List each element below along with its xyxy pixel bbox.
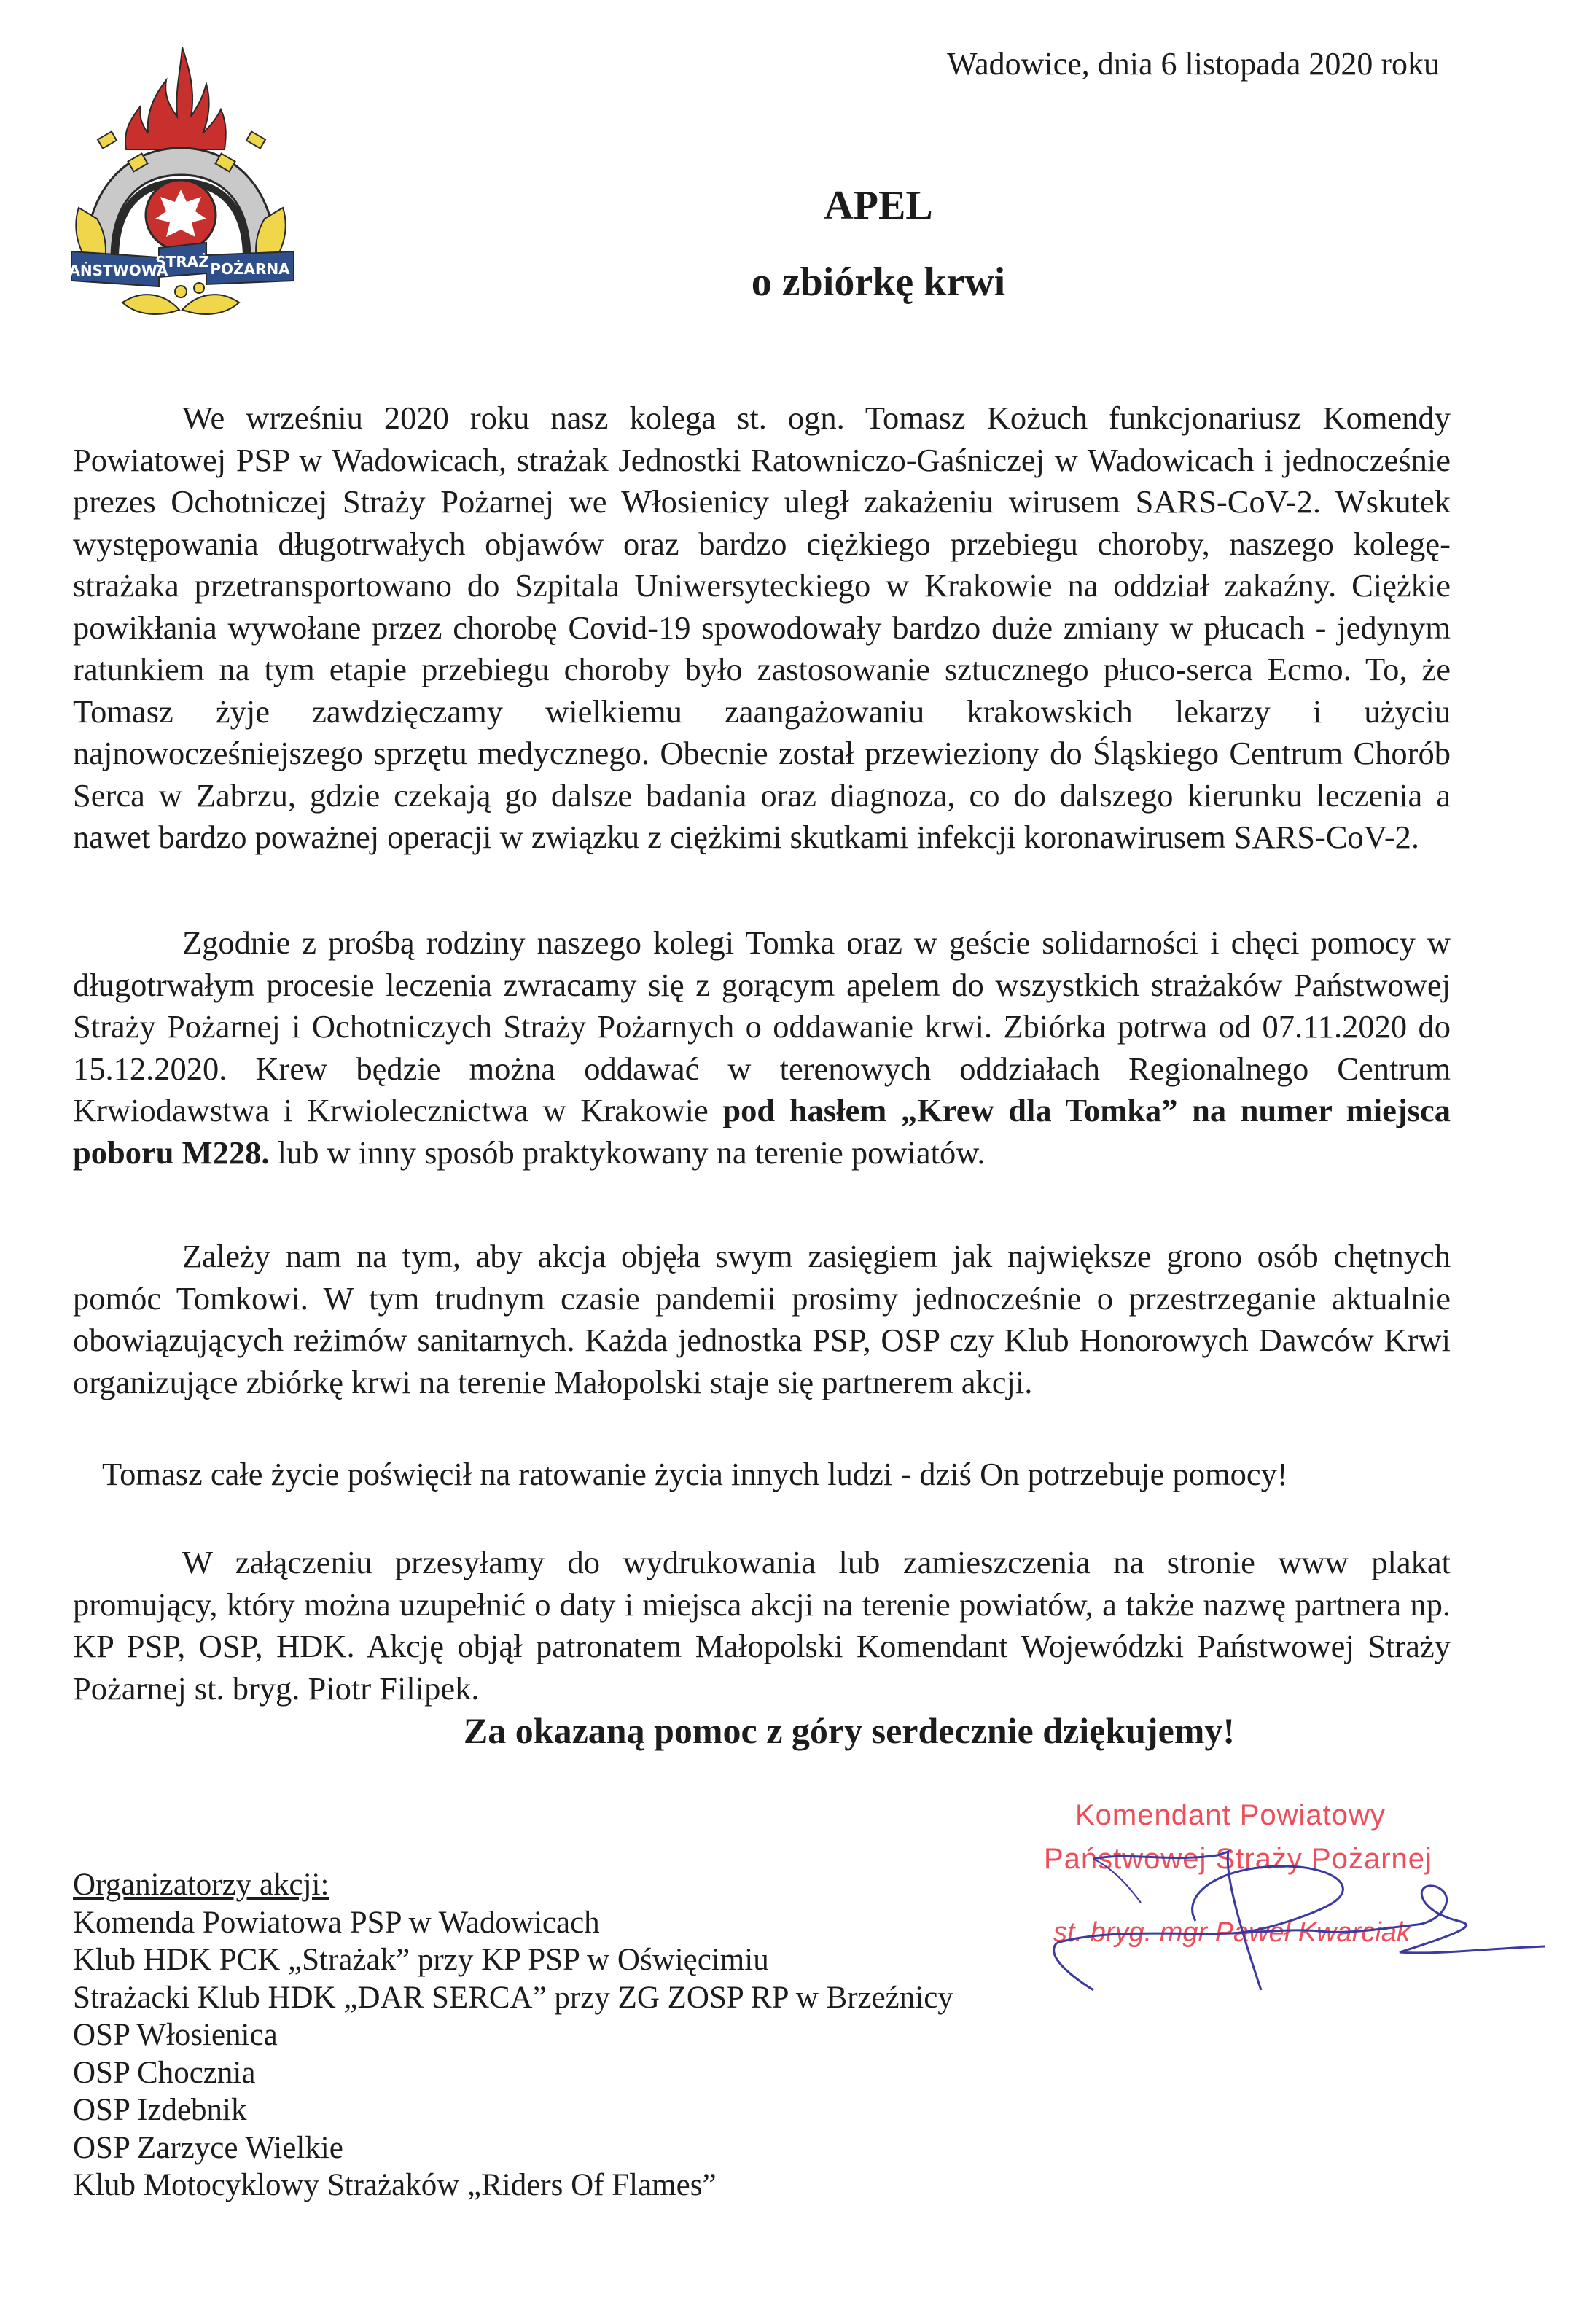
document-title: APEL [824, 183, 933, 228]
stamp-line-2: Państwowej Straży Pożarnej [1044, 1843, 1432, 1875]
paragraph-2-text [73, 922, 1451, 1174]
organizer-item: Klub Motocyklowy Strażaków „Riders Of Flames” [73, 2168, 717, 2202]
paragraph-3 [73, 1236, 1451, 1403]
organizer-item: OSP Izdebnik [73, 2093, 247, 2127]
organizer-item: Strażacki Klub HDK „DAR SERCA” przy ZG ZOSP RP w Brzeźnicy [73, 1980, 953, 2015]
organizer-item: Klub HDK PCK „Strażak” przy KP PSP w Oświęcimiu [73, 1943, 769, 1977]
paragraph-5-text: W załączeniu przesyłamy do wydrukowania lub zamieszczenia na stronie www plakat promujący, który można uzupełnić o daty i miejsca akcji na terenie powiatów, a także nazwę partnera np. KP PSP, OSP, HDK. Akcję objął patronatem Małopolski Komendant Wojewódzki Państwowej Straży Pożarnej st. bryg. Piotr Filipek. [73, 1544, 1451, 1707]
handwritten-signature-icon [1021, 1779, 1545, 1997]
logo-banner-left: PAŃSTWOWA [59, 262, 168, 279]
signature-stamp [1021, 1779, 1545, 1997]
paragraph-3-text: Zależy nam na tym, aby akcja objęła swym zasięgiem jak największe grono osób chętnych pomóc Tomkowi. W tym trudnym czasie pandemii prosimy jednocześnie o przestrzeganie aktualnie obowiązujących reżimów sanitarnych. Każda jednostka PSP, OSP czy Klub Honorowych Dawców Krwi organizujące zbiórkę krwi na terenie Małopolski staje się partnerem akcji. [73, 1238, 1451, 1400]
paragraph-1 [73, 397, 1451, 859]
organizer-item: OSP Zarzyce Wielkie [73, 2130, 343, 2165]
document-subtitle: o zbiórkę krwi [751, 260, 1006, 305]
stamp-line-3: st. bryg. mgr Paweł Kwarciak [1053, 1917, 1411, 1948]
logo-banner-center: STRAŻ [155, 253, 209, 270]
organizers-section [73, 1866, 953, 2204]
blood-drive-slogan: pod hasłem „Krew dla Tomka” na numer miejsca poboru M228. [73, 1092, 1451, 1171]
organizer-item: OSP Chocznia [73, 2055, 256, 2090]
stamp-line-1: Komendant Powiatowy [1075, 1799, 1386, 1831]
paragraph-2-part1: Zgodnie z prośbą rodziny naszego kolegi Tomka oraz w geście solidarności i chęci pomocy w długotrwałym procesie leczenia zwracamy się z gorącym apelem do wszystkich strażaków Państwowej Straży Pożarnej i Ochotniczych Straży Pożarnych o oddawanie krwi. Zbiórka potrwa od 07.11.2020 do 15.12.2020. Krew będzie można oddawać w terenowych oddziałach Regionalnego Centrum Krwiodawstwa i Krwiolecznictwa w Krakowie [73, 924, 1451, 1128]
paragraph-4: Tomasz całe życie poświęcił na ratowanie życia innych ludzi - dziś On potrzebuje pomocy! [102, 1456, 1288, 1492]
paragraph-1-text: We wrześniu 2020 roku nasz kolega st. ogn. Tomasz Kożuch funkcjonariusz Komendy Powiatowej PSP w Wadowicach, strażak Jednostki Ratowniczo-Gaśniczej w Wadowicach i jednocześnie prezes Ochotniczej Straży Pożarnej we Włosienicy uległ zakażeniu wirusem SARS-CoV-2. Wskutek występowania długotrwałych objawów oraz bardzo ciężkiego przebiegu choroby, naszego kolegę-strażaka przetransportowano do Szpitala Uniwersyteckiego w Krakowie na oddział zakaźny. Ciężkie powikłania wywołane przez chorobę Covid-19 spowodowały bardzo duże zmiany w płucach - jedynym ratunkiem na tym etapie przebiegu choroby było zastosowanie sztucznego płuco-serca Ecmo. To, że Tomasz żyje zawdzięczamy wielkiemu zaangażowaniu krakowskich lekarzy i użyciu najnowocześniejszego sprzętu medycznego. Obecnie został przewieziony do Śląskiego Centrum Chorób Serca w Zabrzu, gdzie czekają go dalsze badania oraz diagnoza, co do dalszego kierunku leczenia a nawet bardzo poważnej operacji w związku z ciężkimi skutkami infekcji koronawirusem SARS-CoV-2. [73, 399, 1451, 855]
thanks-line: Za okazaną pomoc z góry serdecznie dziękujemy! [463, 1710, 1236, 1751]
organizer-item: OSP Włosienica [73, 2018, 278, 2052]
paragraph-2 [73, 922, 1451, 1174]
organizer-item: Komenda Powiatowa PSP w Wadowicach [73, 1905, 600, 1940]
organizers-heading: Organizatorzy akcji: [73, 1868, 329, 1902]
paragraph-5 [73, 1542, 1451, 1709]
logo-banner-right: POŻARNA [210, 260, 290, 278]
paragraph-2-part2: lub w inny sposób praktykowany na terenie powiatów. [269, 1134, 986, 1171]
date-line: Wadowice, dnia 6 listopada 2020 roku [947, 46, 1440, 82]
